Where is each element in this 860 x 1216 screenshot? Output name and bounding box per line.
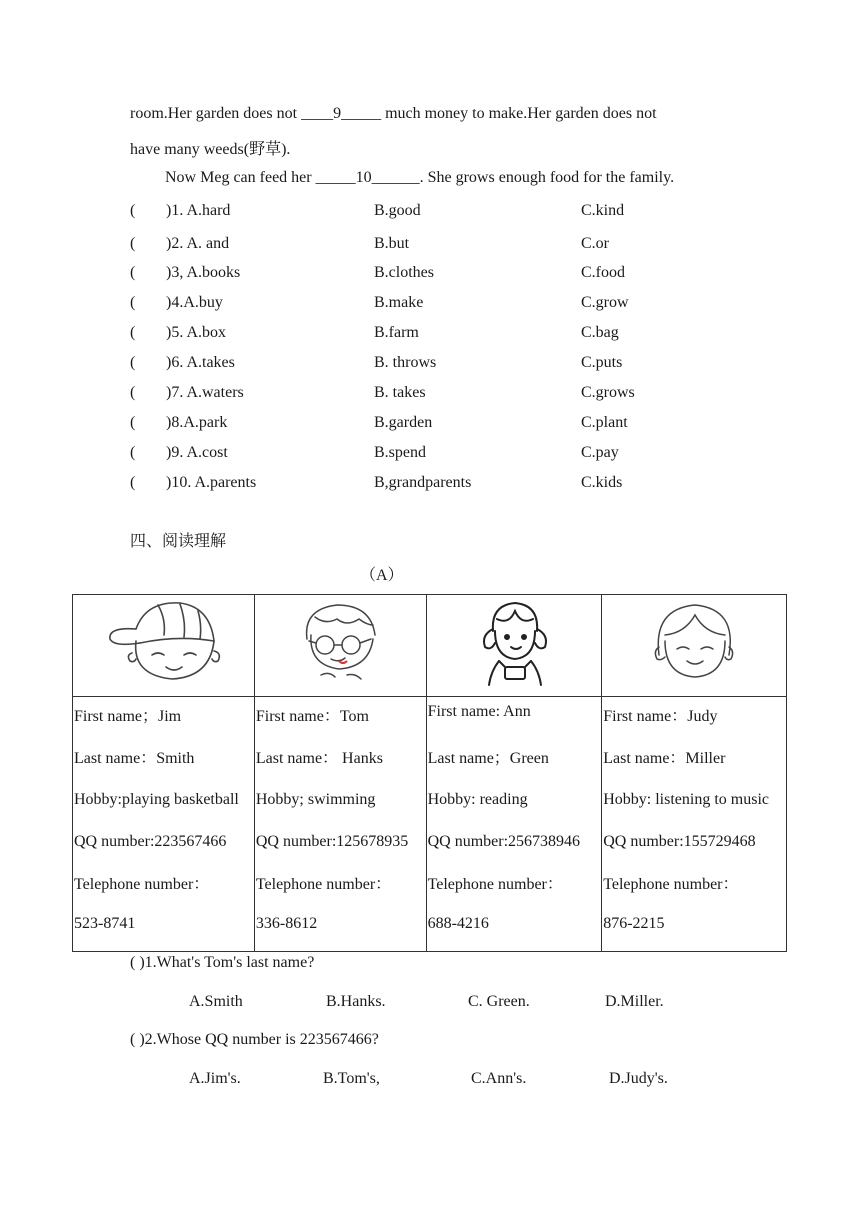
answer-bracket[interactable]: (	[130, 235, 136, 252]
option-a: )3, A.books	[166, 264, 241, 281]
option-a: )1. A.hard	[166, 202, 231, 219]
section-title: 四、阅读理解	[130, 533, 227, 550]
details-row	[73, 697, 787, 952]
answer-option-c[interactable]: C.Ann's.	[471, 1070, 527, 1087]
passage-line-2: have many weeds(野草).	[130, 141, 291, 158]
answer-bracket[interactable]: (	[130, 414, 136, 431]
option-c: C.plant	[581, 414, 628, 431]
qq-number: QQ number:256738946	[427, 833, 581, 850]
telephone-number: 876-2215	[603, 915, 665, 932]
option-b: B.spend	[374, 444, 426, 461]
option-b: B.garden	[374, 414, 433, 431]
option-c: C.food	[581, 264, 625, 281]
option-b: B. takes	[374, 384, 426, 401]
person-card-tom	[254, 697, 426, 952]
last-name: Last name：Miller	[603, 750, 726, 767]
option-c: C.or	[581, 235, 609, 252]
reading-question-2: ( )2.Whose QQ number is 223567466?	[130, 1031, 379, 1048]
first-name: First name: Ann	[427, 703, 531, 720]
answer-bracket[interactable]: (	[130, 444, 136, 461]
option-b: B. throws	[374, 354, 437, 371]
telephone-label: Telephone number：	[603, 876, 739, 893]
reading-question-1: ( )1.What's Tom's last name?	[130, 954, 315, 971]
boy-cap-icon	[88, 595, 238, 685]
answer-bracket[interactable]: (	[130, 294, 136, 311]
telephone-label: Telephone number：	[427, 876, 563, 893]
last-name: Last name；Green	[427, 750, 549, 767]
passage-line-1: room.Her garden does not ____9_____ much money to make.Her garden does not	[130, 105, 657, 122]
answer-option-a[interactable]: A.Jim's.	[189, 1070, 241, 1087]
passage-line-3: Now Meg can feed her _____10______. She grows enough food for the family.	[165, 169, 675, 186]
telephone-number: 523-8741	[74, 915, 136, 932]
person-card-judy	[602, 697, 787, 952]
girl-bob-icon	[629, 595, 759, 685]
option-a: )6. A.takes	[166, 354, 235, 371]
option-c: C.kind	[581, 202, 625, 219]
option-a: )2. A. and	[166, 235, 230, 252]
answer-bracket[interactable]: (	[130, 324, 136, 341]
hobby: Hobby: reading	[427, 791, 528, 808]
answer-option-d[interactable]: D.Miller.	[605, 993, 664, 1010]
option-b: B.farm	[374, 324, 419, 341]
answer-bracket[interactable]: (	[130, 354, 136, 371]
qq-number: QQ number:155729468	[603, 833, 756, 850]
answer-bracket[interactable]: (	[130, 384, 136, 401]
option-a: )10. A.parents	[166, 474, 257, 491]
first-name: First name：Tom	[255, 708, 369, 725]
option-a: )9. A.cost	[166, 444, 228, 461]
answer-bracket[interactable]: (	[130, 202, 136, 219]
first-name: First name：Judy	[603, 708, 718, 725]
telephone-label: Telephone number：	[74, 876, 210, 893]
portrait-cell	[254, 595, 426, 697]
qq-number: QQ number:125678935	[255, 833, 409, 850]
girl-pigtails-icon	[469, 595, 559, 687]
first-name: First name；Jim	[74, 708, 182, 725]
option-a: )5. A.box	[166, 324, 226, 341]
option-c: C.puts	[581, 354, 623, 371]
info-table	[72, 594, 787, 952]
option-c: C.grows	[581, 384, 635, 401]
option-a: )8.A.park	[166, 414, 228, 431]
option-c: C.grow	[581, 294, 629, 311]
section-subtitle: （A）	[360, 567, 404, 584]
option-b: B,grandparents	[374, 474, 472, 491]
answer-option-b[interactable]: B.Hanks.	[326, 993, 386, 1010]
option-b: B.good	[374, 202, 421, 219]
portrait-cell	[426, 595, 602, 697]
last-name: Last name： Hanks	[255, 750, 383, 767]
person-card-jim	[73, 697, 255, 952]
answer-option-a[interactable]: A.Smith	[189, 993, 243, 1010]
option-c: C.bag	[581, 324, 619, 341]
person-card-ann	[426, 697, 602, 952]
option-c: C.kids	[581, 474, 623, 491]
hobby: Hobby: listening to music	[603, 791, 769, 808]
option-b: B.but	[374, 235, 410, 252]
option-c: C.pay	[581, 444, 619, 461]
answer-option-c[interactable]: C. Green.	[468, 993, 530, 1010]
qq-number: QQ number:223567466	[74, 833, 227, 850]
portrait-row	[73, 595, 787, 697]
answer-bracket[interactable]: (	[130, 474, 136, 491]
last-name: Last name：Smith	[74, 750, 195, 767]
hobby: Hobby; swimming	[255, 791, 376, 808]
portrait-cell	[602, 595, 787, 697]
answer-bracket[interactable]: (	[130, 264, 136, 281]
telephone-label: Telephone number：	[255, 876, 392, 893]
option-b: B.clothes	[374, 264, 434, 281]
telephone-number: 336-8612	[255, 915, 318, 932]
answer-option-d[interactable]: D.Judy's.	[609, 1070, 668, 1087]
option-b: B.make	[374, 294, 424, 311]
answer-option-b[interactable]: B.Tom's,	[323, 1070, 380, 1087]
hobby: Hobby:playing basketball	[74, 791, 239, 808]
boy-glasses-icon	[285, 595, 395, 685]
portrait-cell	[73, 595, 255, 697]
option-a: )7. A.waters	[166, 384, 244, 401]
telephone-number: 688-4216	[427, 915, 489, 932]
option-a: )4.A.buy	[166, 294, 223, 311]
